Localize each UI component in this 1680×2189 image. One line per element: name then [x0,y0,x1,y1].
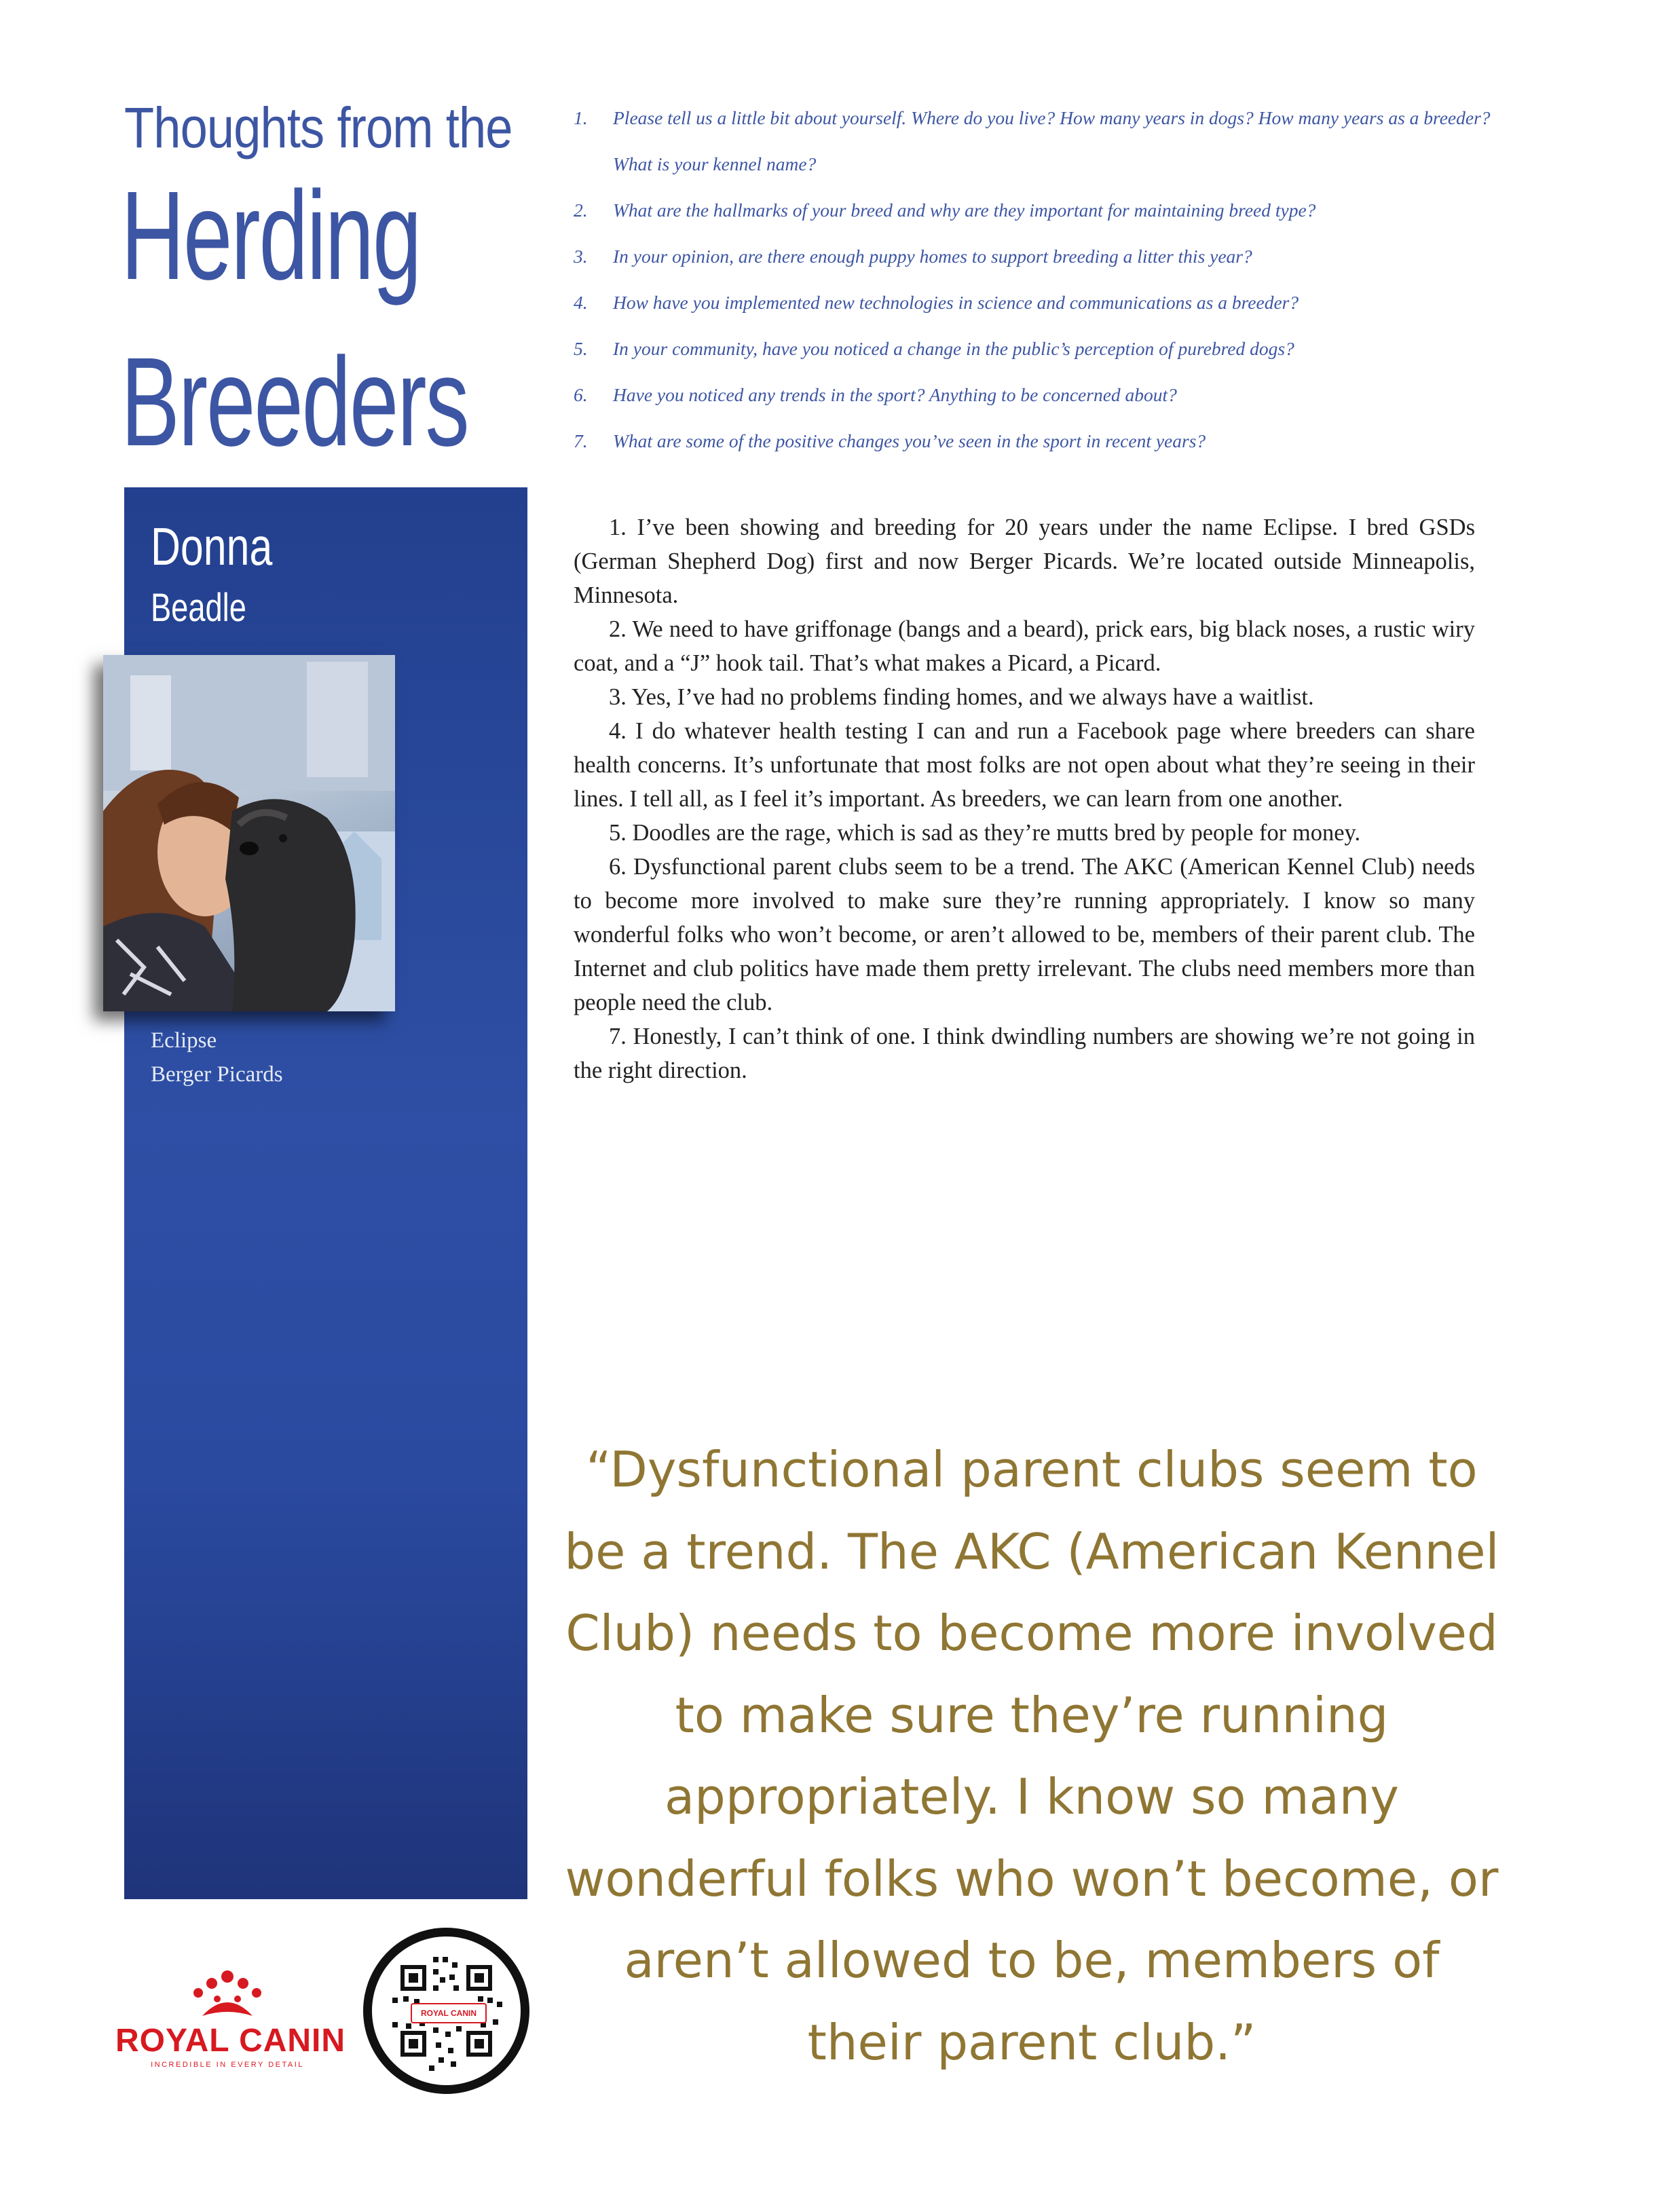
question-item [574,372,1504,418]
question-number: 1. [574,107,588,128]
breeder-photo [103,655,395,1011]
qr-brand-badge: ROYAL CANIN [411,2003,487,2023]
answer-paragraph: 1. I’ve been showing and breeding for 20 years under the name Eclipse. I bred GSDs (German Shepherd Dog) first and now Berger Picards. We’re located outside Minneapolis, Minnesota. [574,514,1475,608]
question-number: 2. [574,200,588,221]
answer-paragraph: 4. I do whatever health testing I can and run a Facebook page where breeders can share health concerns. It’s unfortunate that most folks are not open about what they’re seeing in their lines. I tell all, as I feel it’s important. As breeders, we can learn from one another. [574,718,1475,812]
question-text: Please tell us a little bit about yourself. Where do you live? How many years in dogs? How many years as a breeder? What is your kennel name? [613,107,1491,174]
crown-icon [176,1968,278,2019]
royal-canin-logo [115,1968,346,2069]
answer-paragraph: 3. Yes, I’ve had no problems finding homes, and we always have a waitlist. [609,684,1314,710]
brand-name: ROYAL CANIN [115,2023,346,2059]
answers-body [574,510,1475,1087]
question-number: 5. [574,338,588,359]
brand-tagline: INCREDIBLE IN EVERY DETAIL [151,2061,304,2069]
answer-paragraph: 2. We need to have griffonage (bangs and a beard), prick ears, big black noses, a rustic wiry coat, and a “J” hook tail. That’s what makes a Picard, a Picard. [574,616,1475,676]
kennel-name: Eclipse [151,1028,217,1053]
question-text: In your community, have you noticed a change in the public’s perception of purebred dogs? [613,338,1294,359]
question-text: What are the hallmarks of your breed and why are they important for maintaining breed type? [613,200,1316,221]
kennel-breed: Berger Picards [151,1062,283,1087]
question-item [574,187,1504,233]
photo-illustration [103,655,395,1011]
question-text: What are some of the positive changes you’ve seen in the sport in recent years? [613,430,1206,451]
question-item [574,418,1504,464]
question-item [574,233,1504,280]
title-herding: Herding [121,166,421,306]
question-item [574,95,1504,187]
answer-paragraph: 7. Honestly, I can’t think of one. I think dwindling numbers are showing we’re not going in the right direction. [574,1024,1475,1083]
question-text: In your opinion, are there enough puppy homes to support breeding a litter this year? [613,246,1252,267]
pull-quote: “Dysfunctional parent clubs seem to be a trend. The AKC (American Kennel Club) needs to become more involved to make sure they’re running appropriately. I know so many wonderful folks who won’t become, or aren’t allowed to be, members of their parent club.” [564,1441,1499,2071]
kennel-info [151,1024,283,1091]
answer-paragraph: 6. Dysfunctional parent clubs seem to be a trend. The AKC (American Kennel Club) needs to become more involved to make sure they’re running appropriately. I know so many wonderful folks who won’t become, or aren’t allowed to be, members of their parent club. The Internet and club politics have made them pretty irrelevant. The clubs need members more than people need the club. [574,854,1475,1015]
breeder-first-name: Donna [151,517,273,576]
question-list [574,95,1504,464]
qr-code-body [372,1937,521,2085]
question-number: 6. [574,384,588,405]
breeder-last-name: Beadle [151,586,246,630]
question-text: How have you implemented new technologies in science and communications as a breeder? [613,292,1299,313]
question-number: 3. [574,246,588,267]
title-small: Thoughts from the [124,96,512,160]
question-item [574,326,1504,372]
qr-code[interactable] [363,1928,529,2094]
answer-paragraph: 5. Doodles are the rage, which is sad as they’re mutts bred by people for money. [609,820,1361,846]
question-number: 4. [574,292,588,313]
question-text: Have you noticed any trends in the sport? Anything to be concerned about? [613,384,1177,405]
question-item [574,280,1504,326]
question-number: 7. [574,430,588,451]
title-breeders: Breeders [121,332,468,472]
